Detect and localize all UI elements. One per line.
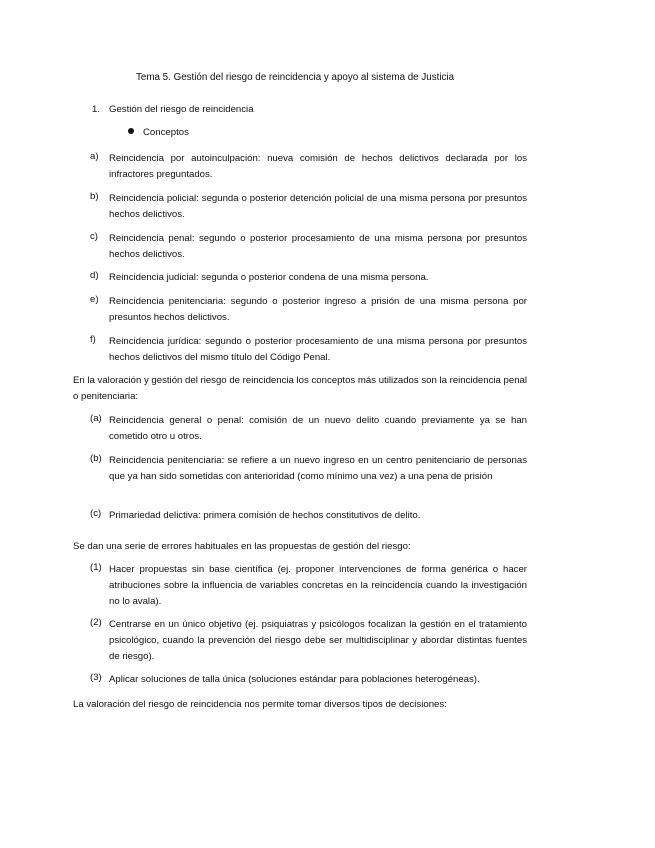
type-marker: (c) bbox=[90, 508, 102, 519]
bullet-label: Conceptos bbox=[143, 127, 189, 138]
type-marker: (b) bbox=[90, 453, 102, 464]
section-heading-text: Gestión del riesgo de reincidencia bbox=[109, 104, 254, 115]
error-marker: (2) bbox=[90, 617, 102, 628]
concept-text: Reincidencia judicial: segunda o posterior condena de una misma persona. bbox=[109, 272, 429, 283]
bullet-dot-icon bbox=[128, 128, 134, 134]
section-heading bbox=[92, 104, 254, 115]
section-number: 1. bbox=[92, 104, 101, 115]
type-marker: (a) bbox=[90, 413, 102, 424]
concept-marker: c) bbox=[90, 231, 98, 242]
concept-text: Reincidencia por autoinculpación: nueva comisión de hechos delictivos declarada por los infractores preguntados. bbox=[109, 153, 527, 180]
bullet-item bbox=[128, 127, 189, 138]
type-text: Reincidencia penitenciaria: se refiere a un nuevo ingreso en un centro penitenciario de personas que ya han sido sometidas con anterioridad (como mínimo una vez) a una pena de prisión bbox=[109, 455, 527, 482]
error-text: Centrarse en un único objetivo (ej. psiquiatras y psicólogos focalizan la gestión en el tratamiento psicológico, cuando la prevención del riesgo debe ser multidisciplinar y abordar distintas fuentes de riesgo). bbox=[109, 619, 527, 662]
concept-marker: d) bbox=[90, 270, 99, 281]
concept-marker: a) bbox=[90, 151, 99, 162]
paragraph-decisiones: La valoración del riesgo de reincidencia nos permite tomar diversos tipos de decisiones: bbox=[73, 699, 447, 710]
concept-text: Reincidencia jurídica: segundo o posterior procesamiento de una misma persona por presuntos hechos delictivos del mismo título del Código Penal. bbox=[109, 336, 527, 363]
type-text: Reincidencia general o penal: comisión de un nuevo delito cuando previamente ya se han cometido otro u otros. bbox=[109, 415, 527, 442]
paragraph-errores: Se dan una serie de errores habituales en las propuestas de gestión del riesgo: bbox=[73, 541, 411, 552]
concept-text: Reincidencia policial: segunda o posterior detención policial de una misma persona por presuntos hechos delictivos. bbox=[109, 193, 527, 220]
error-marker: (1) bbox=[90, 562, 102, 573]
concept-marker: f) bbox=[90, 334, 96, 345]
concept-text: Reincidencia penal: segundo o posterior procesamiento de una misma persona por presuntos hechos delictivos. bbox=[109, 233, 527, 260]
concept-marker: b) bbox=[90, 191, 99, 202]
concept-marker: e) bbox=[90, 294, 99, 305]
concept-text: Reincidencia penitenciaria: segundo o posterior ingreso a prisión de una misma persona por presuntos hechos delictivos. bbox=[109, 296, 527, 323]
document-title: Tema 5. Gestión del riesgo de reincidencia y apoyo al sistema de Justicia bbox=[136, 72, 455, 83]
type-text: Primariedad delictiva: primera comisión de hechos constitutivos de delito. bbox=[109, 510, 421, 521]
paragraph-conceptos-usados: En la valoración y gestión del riesgo de reincidencia los conceptos más utilizados son la reincidencia penal o penitenciaria: bbox=[73, 375, 527, 402]
error-marker: (3) bbox=[90, 672, 102, 683]
error-text: Hacer propuestas sin base científica (ej. proponer intervenciones de forma genérica o hacer atribuciones sobre la influencia de variables concretas en la reincidencia cuando la investigación no lo avala). bbox=[109, 564, 527, 607]
error-text: Aplicar soluciones de talla única (soluciones estándar para poblaciones heterogéneas). bbox=[109, 674, 480, 685]
